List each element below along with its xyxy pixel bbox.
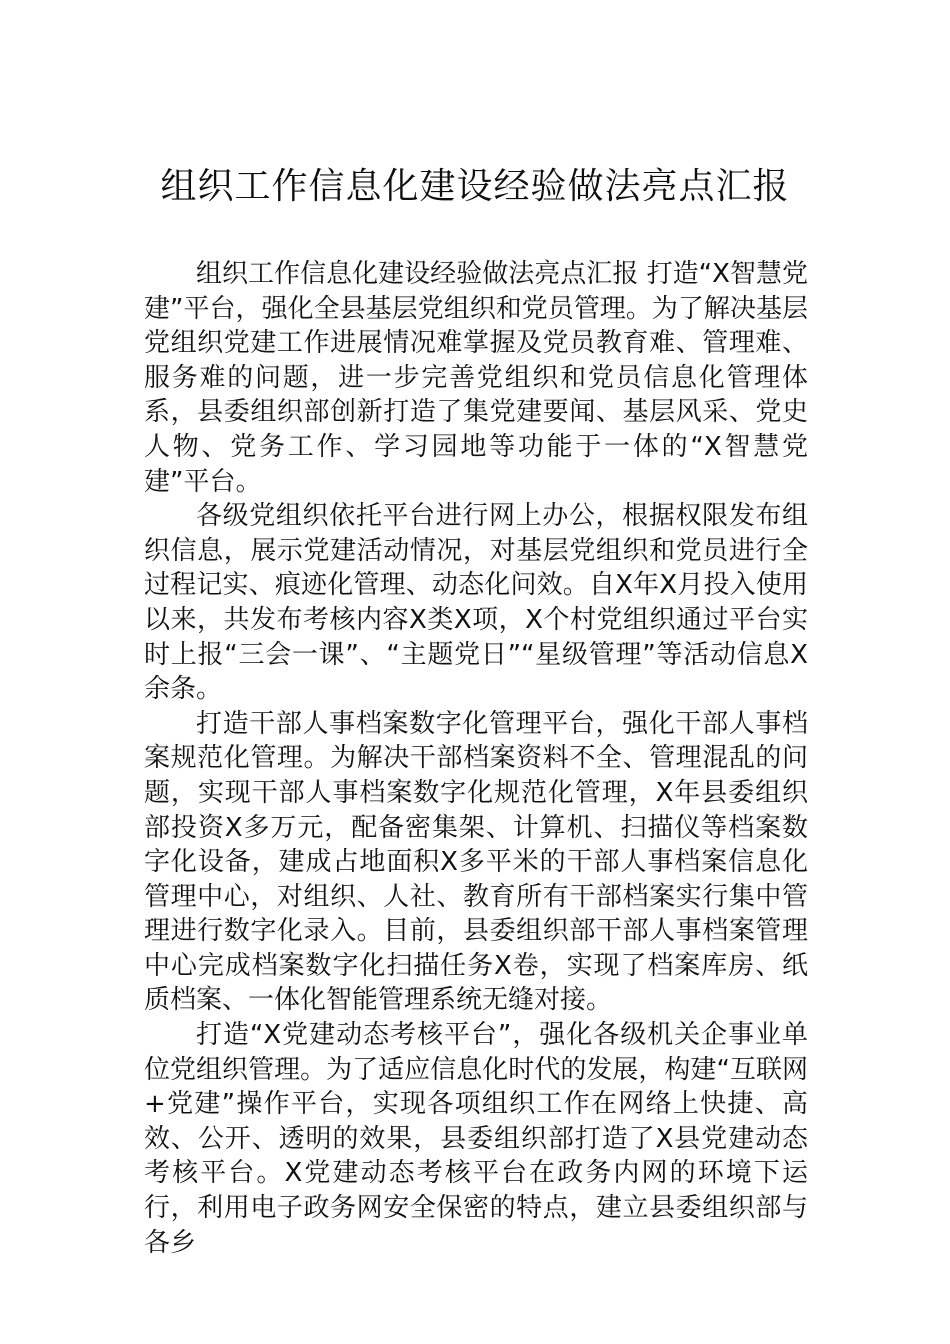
paragraph-cadre-archives: 打造干部人事档案数字化管理平台，强化干部人事档案规范化管理。为解决干部档案资料不全、管理混乱的问题，实现干部人事档案数字化规范化管理，X年县委组织部投资X多万元，配备密集架、计算机、扫描仪等档案数字化设备，建成占地面积X多平米的干部人事档案信息化管理中心，对组织、人社、教育所有干部档案实行集中管理进行数字化录入。目前，县委组织部干部人事档案管理中心完成档案数字化扫描任务X卷，实现了档案库房、纸质档案、一体化智能管理系统无缝对接。 [144, 708, 808, 1016]
paragraph-dynamic-assessment: 打造“X党建动态考核平台”，强化各级机关企事业单位党组织管理。为了适应信息化时代的发展，构建“互联网+党建”操作平台，实现各项组织工作在网络上快捷、高效、公开、透明的效果，县委组织部打造了X县党建动态考核平台。X党建动态考核平台在政务内网的环境下运行，利用电子政务网安全保密的特点，建立县委组织部与各乡 [144, 1020, 808, 1258]
paragraph-online-office: 各级党组织依托平台进行网上办公，根据权限发布组织信息，展示党建活动情况，对基层党组织和党员进行全过程记实、痕迹化管理、动态化问效。自X年X月投入使用以来，共发布考核内容X类X项，X个村党组织通过平台实时上报“三会一课”、“主题党日”“星级管理”等活动信息X余条。 [144, 501, 808, 705]
paragraph-smart-party-platform: 组织工作信息化建设经验做法亮点汇报 打造“X智慧党建”平台，强化全县基层党组织和党员管理。为了解决基层党组织党建工作进展情况难掌握及党员教育难、管理难、服务难的问题，进一步完善党组织和党员信息化管理体系，县委组织部创新打造了集党建要闻、基层风采、党史人物、党务工作、学习园地等功能于一体的“X智慧党建”平台。 [144, 259, 808, 497]
document-title: 组织工作信息化建设经验做法亮点汇报 [160, 166, 790, 207]
document-body [144, 257, 808, 1260]
